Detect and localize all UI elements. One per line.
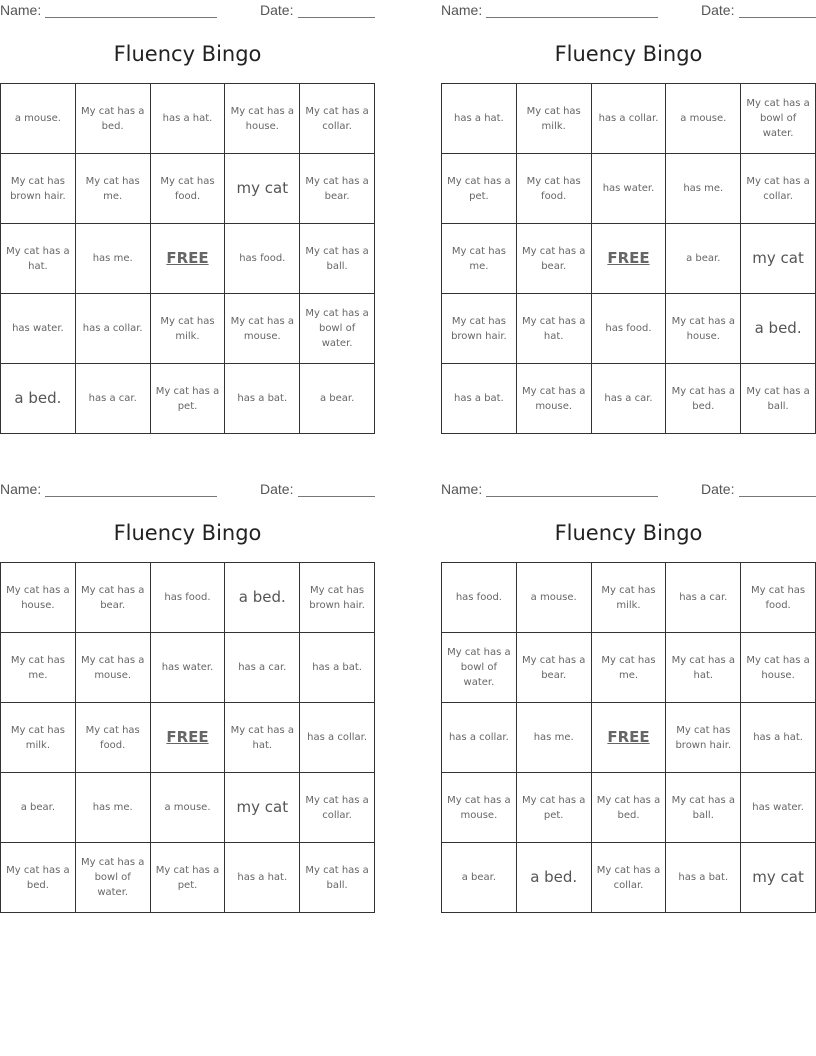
bingo-cell[interactable]: a bear.	[666, 224, 741, 294]
name-date-header	[441, 481, 816, 499]
name-label: Name:	[441, 2, 483, 18]
bingo-cell[interactable]: my cat	[741, 843, 816, 913]
date-label: Date:	[701, 481, 735, 497]
bingo-cell[interactable]: has water.	[741, 773, 816, 843]
bingo-cell[interactable]: My cat has a hat.	[517, 294, 592, 364]
bingo-cell[interactable]: a bed.	[741, 294, 816, 364]
name-date-header	[441, 2, 816, 20]
bingo-cell[interactable]: has a car.	[76, 364, 151, 434]
bingo-cell[interactable]: has me.	[76, 224, 151, 294]
bingo-grid	[441, 83, 816, 434]
bingo-cell[interactable]: My cat has a bowl of water.	[300, 294, 375, 364]
bingo-cell[interactable]: My cat has milk.	[517, 84, 592, 154]
name-blank-line[interactable]	[486, 496, 658, 497]
bingo-cell[interactable]: My cat has a ball.	[300, 224, 375, 294]
bingo-cell[interactable]: has a collar.	[442, 703, 517, 773]
bingo-cell[interactable]: has water.	[1, 294, 76, 364]
card-title: Fluency Bingo	[113, 42, 262, 66]
bingo-cell[interactable]: a bear.	[300, 364, 375, 434]
bingo-cell[interactable]: My cat has a house.	[741, 633, 816, 703]
bingo-card	[0, 479, 375, 919]
name-blank-line[interactable]	[45, 17, 217, 18]
date-blank-line[interactable]	[298, 17, 375, 18]
bingo-cell[interactable]: has water.	[151, 633, 226, 703]
bingo-cell[interactable]: has a hat.	[741, 703, 816, 773]
bingo-cell[interactable]: has a car.	[666, 563, 741, 633]
bingo-cell[interactable]: My cat has food.	[741, 563, 816, 633]
bingo-cell[interactable]: My cat has a pet.	[151, 843, 226, 913]
bingo-cell[interactable]: a bear.	[442, 843, 517, 913]
bingo-cell[interactable]: a mouse.	[666, 84, 741, 154]
bingo-cell[interactable]: My cat has a ball.	[300, 843, 375, 913]
bingo-cell[interactable]: has food.	[592, 294, 667, 364]
bingo-cell[interactable]: has a bat.	[666, 843, 741, 913]
bingo-cell[interactable]: has a collar.	[592, 84, 667, 154]
bingo-cell[interactable]: My cat has brown hair.	[666, 703, 741, 773]
bingo-cell[interactable]: My cat has a bed.	[76, 84, 151, 154]
bingo-cell[interactable]: My cat has a bed.	[666, 364, 741, 434]
bingo-cell[interactable]: has a hat.	[225, 843, 300, 913]
bingo-cell[interactable]: My cat has a bear.	[76, 563, 151, 633]
bingo-cell[interactable]: has food.	[442, 563, 517, 633]
bingo-cell[interactable]: a bed.	[1, 364, 76, 434]
free-space-cell[interactable]: FREE	[151, 703, 226, 773]
bingo-grid	[0, 562, 375, 913]
bingo-card	[441, 0, 816, 440]
bingo-cell[interactable]: has me.	[76, 773, 151, 843]
date-blank-line[interactable]	[739, 496, 816, 497]
bingo-cell[interactable]: has a car.	[592, 364, 667, 434]
bingo-cell[interactable]: my cat	[225, 773, 300, 843]
bingo-cell[interactable]: has a bat.	[225, 364, 300, 434]
bingo-cell[interactable]: My cat has a ball.	[741, 364, 816, 434]
bingo-cell[interactable]: a mouse.	[517, 563, 592, 633]
bingo-cell[interactable]: has a hat.	[442, 84, 517, 154]
card-title: Fluency Bingo	[554, 521, 703, 545]
bingo-cell[interactable]: My cat has a collar.	[741, 154, 816, 224]
bingo-grid	[441, 562, 816, 913]
bingo-cell[interactable]: a bed.	[517, 843, 592, 913]
bingo-cell[interactable]: My cat has food.	[76, 703, 151, 773]
bingo-cell[interactable]: My cat has a hat.	[666, 633, 741, 703]
bingo-cell[interactable]: My cat has me.	[76, 154, 151, 224]
bingo-cell[interactable]: My cat has milk.	[151, 294, 226, 364]
bingo-cell[interactable]: My cat has me.	[592, 633, 667, 703]
bingo-cell[interactable]: my cat	[225, 154, 300, 224]
bingo-cell[interactable]: My cat has me.	[1, 633, 76, 703]
bingo-cell[interactable]: My cat has milk.	[1, 703, 76, 773]
bingo-cell[interactable]: has a car.	[225, 633, 300, 703]
name-label: Name:	[0, 2, 42, 18]
bingo-cell[interactable]: has a bat.	[300, 633, 375, 703]
bingo-cell[interactable]: has a collar.	[300, 703, 375, 773]
date-blank-line[interactable]	[739, 17, 816, 18]
bingo-cell[interactable]: My cat has brown hair.	[442, 294, 517, 364]
name-date-header	[0, 481, 375, 499]
bingo-cell[interactable]: My cat has milk.	[592, 563, 667, 633]
bingo-cell[interactable]: has food.	[225, 224, 300, 294]
card-title: Fluency Bingo	[113, 521, 262, 545]
bingo-cell[interactable]: My cat has a house.	[1, 563, 76, 633]
bingo-cell[interactable]: My cat has a pet.	[517, 773, 592, 843]
bingo-cell[interactable]: my cat	[741, 224, 816, 294]
bingo-cell[interactable]: My cat has food.	[517, 154, 592, 224]
bingo-cell[interactable]: My cat has a mouse.	[225, 294, 300, 364]
bingo-cell[interactable]: My cat has a bowl of water.	[442, 633, 517, 703]
bingo-cell[interactable]: My cat has a mouse.	[517, 364, 592, 434]
date-label: Date:	[260, 2, 294, 18]
bingo-cell[interactable]: My cat has a bed.	[592, 773, 667, 843]
bingo-card	[441, 479, 816, 919]
bingo-cell[interactable]: My cat has brown hair.	[300, 563, 375, 633]
bingo-cell[interactable]: My cat has a house.	[666, 294, 741, 364]
bingo-cell[interactable]: My cat has a bowl of water.	[741, 84, 816, 154]
bingo-cell[interactable]: My cat has a house.	[225, 84, 300, 154]
bingo-cell[interactable]: My cat has a mouse.	[442, 773, 517, 843]
bingo-cell[interactable]: My cat has a mouse.	[76, 633, 151, 703]
bingo-cell[interactable]: My cat has a collar.	[300, 773, 375, 843]
bingo-cell[interactable]: My cat has a bed.	[1, 843, 76, 913]
date-label: Date:	[260, 481, 294, 497]
bingo-cell[interactable]: has water.	[592, 154, 667, 224]
bingo-cell[interactable]: a mouse.	[1, 84, 76, 154]
name-label: Name:	[0, 481, 42, 497]
bingo-cell[interactable]: My cat has a hat.	[225, 703, 300, 773]
bingo-cell[interactable]: has a collar.	[76, 294, 151, 364]
bingo-cell[interactable]: My cat has a collar.	[300, 84, 375, 154]
bingo-cell[interactable]: My cat has a pet.	[442, 154, 517, 224]
bingo-cell[interactable]: My cat has food.	[151, 154, 226, 224]
card-title: Fluency Bingo	[554, 42, 703, 66]
bingo-cell[interactable]: My cat has a collar.	[592, 843, 667, 913]
date-label: Date:	[701, 2, 735, 18]
name-label: Name:	[441, 481, 483, 497]
bingo-card	[0, 0, 375, 440]
free-space-cell[interactable]: FREE	[592, 224, 667, 294]
bingo-cell[interactable]: My cat has a pet.	[151, 364, 226, 434]
bingo-cell[interactable]: My cat has a bear.	[300, 154, 375, 224]
bingo-cell[interactable]: has a hat.	[151, 84, 226, 154]
name-blank-line[interactable]	[45, 496, 217, 497]
bingo-cell[interactable]: My cat has me.	[442, 224, 517, 294]
bingo-cell[interactable]: has me.	[517, 703, 592, 773]
bingo-cell[interactable]: My cat has a bear.	[517, 633, 592, 703]
name-date-header	[0, 2, 375, 20]
bingo-cell[interactable]: My cat has brown hair.	[1, 154, 76, 224]
bingo-cell[interactable]: has a bat.	[442, 364, 517, 434]
bingo-cell[interactable]: My cat has a bear.	[517, 224, 592, 294]
bingo-cell[interactable]: has food.	[151, 563, 226, 633]
bingo-cell[interactable]: a bear.	[1, 773, 76, 843]
bingo-cell[interactable]: a bed.	[225, 563, 300, 633]
free-space-cell[interactable]: FREE	[592, 703, 667, 773]
bingo-cell[interactable]: a mouse.	[151, 773, 226, 843]
date-blank-line[interactable]	[298, 496, 375, 497]
free-space-cell[interactable]: FREE	[151, 224, 226, 294]
bingo-cell[interactable]: has me.	[666, 154, 741, 224]
bingo-grid	[0, 83, 375, 434]
bingo-cell[interactable]: My cat has a ball.	[666, 773, 741, 843]
bingo-cell[interactable]: My cat has a hat.	[1, 224, 76, 294]
bingo-cell[interactable]: My cat has a bowl of water.	[76, 843, 151, 913]
name-blank-line[interactable]	[486, 17, 658, 18]
